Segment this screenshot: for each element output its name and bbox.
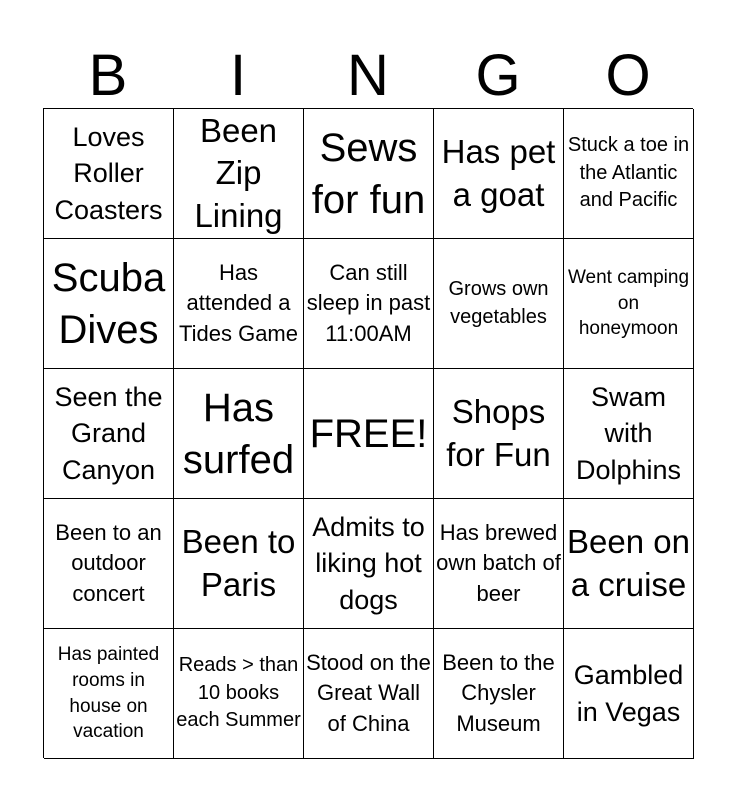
header-letter-b: B [88, 43, 128, 108]
cell-label: Reads > than 10 books each Summer [176, 654, 301, 732]
bingo-cell[interactable] [434, 629, 564, 759]
bingo-board [43, 108, 693, 758]
header-letter-o: O [605, 43, 651, 108]
header-letter-g: G [475, 43, 521, 108]
bingo-cell[interactable] [44, 369, 174, 499]
bingo-cell[interactable] [174, 499, 304, 629]
header-letter-i: I [229, 43, 247, 108]
cell-label: Been to Paris [181, 523, 296, 603]
bingo-cell[interactable] [44, 109, 174, 239]
bingo-cell[interactable] [304, 629, 434, 759]
cell-label: Has painted rooms in house on vacation [57, 644, 160, 743]
bingo-cell[interactable] [564, 369, 694, 499]
cell-label: Seen the Grand Canyon [54, 381, 163, 485]
bingo-cell[interactable] [564, 239, 694, 369]
bingo-cell[interactable] [434, 369, 564, 499]
bingo-cell[interactable] [174, 369, 304, 499]
cell-label: Gambled in Vegas [573, 660, 684, 727]
cell-label: Stood on the Great Wall of China [306, 649, 431, 736]
cell-label: Has pet a goat [441, 133, 556, 213]
cell-label: Been to the Chysler Museum [442, 649, 555, 736]
bingo-cell[interactable] [174, 109, 304, 239]
bingo-cell[interactable] [304, 109, 434, 239]
cell-label: Has brewed own batch of beer [436, 519, 561, 606]
bingo-cell[interactable] [564, 629, 694, 759]
bingo-header [43, 40, 693, 108]
bingo-cell[interactable] [564, 109, 694, 239]
bingo-cell[interactable] [44, 239, 174, 369]
cell-label: Can still sleep in past 11:00AM [306, 259, 431, 346]
cell-label: Stuck a toe in the Atlantic and Pacific [567, 134, 690, 212]
cell-label: Went camping on honeymoon [567, 267, 690, 340]
cell-label: Shops for Fun [446, 393, 551, 473]
cell-label: Has attended a Tides Game [178, 259, 298, 346]
bingo-cell[interactable] [44, 629, 174, 759]
header-letter-n: N [347, 43, 389, 108]
cell-label: Been Zip Lining [194, 112, 283, 234]
bingo-cell[interactable] [434, 109, 564, 239]
bingo-cell[interactable] [434, 239, 564, 369]
cell-label: Has surfed [182, 385, 295, 482]
cell-label: Been to an outdoor concert [55, 519, 162, 606]
bingo-cell[interactable] [174, 629, 304, 759]
cell-label: Sews for fun [311, 125, 426, 222]
bingo-cell[interactable] [304, 499, 434, 629]
cell-label: Swam with Dolphins [575, 381, 682, 485]
cell-label: Loves Roller Coasters [54, 121, 163, 225]
bingo-cell[interactable] [564, 499, 694, 629]
free-space[interactable] [304, 369, 434, 499]
cell-label: Admits to liking hot dogs [312, 511, 425, 615]
bingo-cell[interactable] [434, 499, 564, 629]
cell-label: Grows own vegetables [448, 278, 549, 328]
bingo-cell[interactable] [304, 239, 434, 369]
bingo-cell[interactable] [44, 499, 174, 629]
cell-label: FREE! [309, 411, 428, 456]
cell-label: Scuba Dives [51, 255, 166, 352]
bingo-cell[interactable] [174, 239, 304, 369]
cell-label: Been on a cruise [567, 523, 690, 603]
